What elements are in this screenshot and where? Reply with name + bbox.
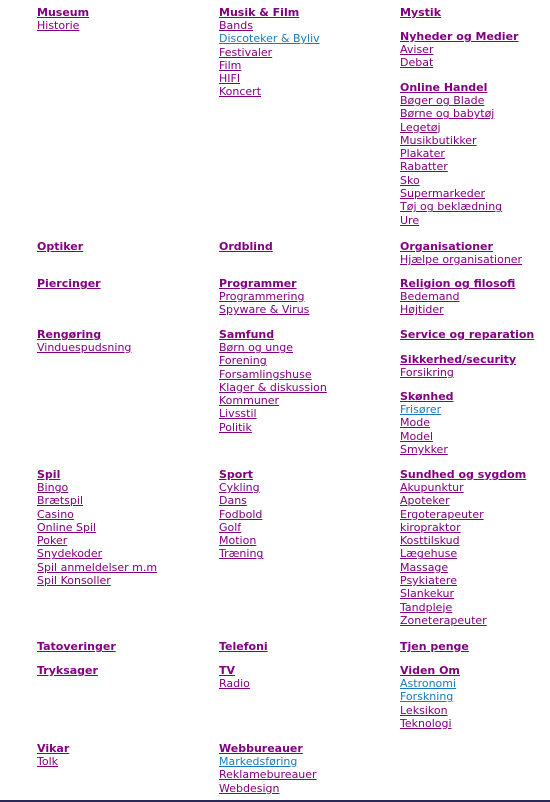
subcategory-link-radio[interactable]: Radio (219, 677, 250, 690)
subcategory-link-spil-konsoller[interactable]: Spil Konsoller (37, 574, 111, 588)
category-link-telefoni[interactable]: Telefoni (219, 640, 268, 653)
category-link-optiker[interactable]: Optiker (37, 240, 84, 253)
subcategory-link-fodbold[interactable]: Fodbold (219, 507, 263, 521)
category-tryksager (37, 664, 98, 677)
subcategory-link-tolk[interactable]: Tolk (37, 755, 59, 768)
category-spil (37, 468, 157, 587)
category-link-programmer[interactable]: Programmer (219, 277, 297, 290)
subcategory-link-historie[interactable]: Historie (37, 19, 80, 32)
category-link-sport[interactable]: Sport (219, 468, 254, 481)
category-webbureauer (219, 742, 317, 795)
category-link-ordblind[interactable]: Ordblind (219, 240, 273, 253)
subcategory-link-kosttilskud[interactable]: Kosttilskud (400, 534, 460, 548)
subcategory-link-spil-anmeldelser-m-m[interactable]: Spil anmeldelser m.m (37, 560, 158, 574)
category-link-museum[interactable]: Museum (37, 6, 90, 19)
subcategory-link-vinduespudsning[interactable]: Vinduespudsning (37, 341, 132, 354)
category-viden-om (400, 664, 460, 730)
subcategory-link-akupunktur[interactable]: Akupunktur (400, 481, 464, 494)
category-link-online-handel[interactable]: Online Handel (400, 81, 488, 94)
subcategory-link-braetspil[interactable]: Brætspil (37, 494, 84, 508)
category-religion-og-filosofi (400, 277, 515, 317)
subcategory-link-forsikring[interactable]: Forsikring (400, 366, 454, 379)
subcategory-link-legetoej[interactable]: Legetøj (400, 120, 441, 134)
subcategory-link-kiropraktor[interactable]: kiropraktor (400, 520, 461, 534)
subcategory-link-musikbutikker[interactable]: Musikbutikker (400, 133, 477, 147)
category-link-piercinger[interactable]: Piercinger (37, 277, 101, 290)
subcategory-link-kommuner[interactable]: Kommuner (219, 394, 280, 408)
category-link-skoenhed[interactable]: Skønhed (400, 390, 454, 403)
category-link-spil[interactable]: Spil (37, 468, 61, 481)
subcategory-link-plakater[interactable]: Plakater (400, 147, 445, 161)
subcategory-link-ergoterapeuter[interactable]: Ergoterapeuter (400, 507, 484, 521)
category-link-sundhed-og-sygdom[interactable]: Sundhed og sygdom (400, 468, 527, 481)
category-link-samfund[interactable]: Samfund (219, 328, 275, 341)
subcategory-link-smykker[interactable]: Smykker (400, 442, 448, 456)
category-tv (219, 664, 250, 690)
subcategory-link-zoneterapeuter[interactable]: Zoneterapeuter (400, 613, 487, 627)
category-vikar (37, 742, 69, 768)
subcategory-link-programmering[interactable]: Programmering (219, 290, 305, 303)
subcategory-link-livsstil[interactable]: Livsstil (219, 407, 257, 421)
subcategory-link-casino[interactable]: Casino (37, 507, 74, 521)
subcategory-link-toej-og-beklaedning[interactable]: Tøj og beklædning (400, 200, 503, 214)
category-link-sikkerhed-security[interactable]: Sikkerhed/security (400, 353, 517, 366)
category-tjen-penge (400, 640, 469, 653)
subcategory-link-sko[interactable]: Sko (400, 173, 420, 187)
subcategory-link-forening[interactable]: Forening (219, 354, 267, 368)
subcategory-link-klager-and-diskussion[interactable]: Klager & diskussion (219, 380, 327, 394)
category-mystik (400, 6, 441, 19)
subcategory-link-forsamlingshuse[interactable]: Forsamlingshuse (219, 367, 312, 381)
subcategory-link-bands[interactable]: Bands (219, 19, 253, 32)
subcategory-link-astronomi[interactable]: Astronomi (400, 677, 457, 690)
subcategory-link-forskning[interactable]: Forskning (400, 690, 454, 704)
subcategory-link-slankekur[interactable]: Slankekur (400, 587, 455, 601)
subcategory-link-film[interactable]: Film (219, 58, 242, 72)
category-programmer (219, 277, 309, 317)
subcategory-link-spyware-and-virus[interactable]: Spyware & Virus (219, 303, 310, 317)
category-sikkerhed-security (400, 353, 516, 379)
subcategory-link-bingo[interactable]: Bingo (37, 481, 69, 494)
subcategory-link-debat[interactable]: Debat (400, 56, 434, 70)
subcategory-link-reklamebureauer[interactable]: Reklamebureauer (219, 768, 317, 782)
category-rengoering (37, 328, 131, 354)
subcategory-link-supermarkeder[interactable]: Supermarkeder (400, 187, 486, 201)
subcategory-link-frisoerer[interactable]: Frisører (400, 403, 442, 416)
category-telefoni (219, 640, 268, 653)
subcategory-link-markedsfoering[interactable]: Markedsføring (219, 755, 298, 768)
category-link-tatoveringer[interactable]: Tatoveringer (37, 640, 116, 653)
subcategory-link-boern-og-unge[interactable]: Børn og unge (219, 341, 293, 354)
category-ordblind (219, 240, 273, 253)
subcategory-link-festivaler[interactable]: Festivaler (219, 45, 273, 59)
subcategory-link-leksikon[interactable]: Leksikon (400, 703, 448, 717)
subcategory-link-rabatter[interactable]: Rabatter (400, 160, 448, 174)
subcategory-link-dans[interactable]: Dans (219, 494, 247, 508)
subcategory-link-apoteker[interactable]: Apoteker (400, 494, 450, 508)
subcategory-link-model[interactable]: Model (400, 429, 434, 443)
subcategory-link-aviser[interactable]: Aviser (400, 43, 434, 56)
category-link-organisationer[interactable]: Organisationer (400, 240, 493, 253)
category-link-mystik[interactable]: Mystik (400, 6, 442, 19)
category-link-tv[interactable]: TV (219, 664, 236, 677)
category-optiker (37, 240, 83, 253)
category-skoenhed (400, 390, 454, 456)
subcategory-link-hoejtider[interactable]: Højtider (400, 303, 444, 317)
category-link-tryksager[interactable]: Tryksager (37, 664, 98, 677)
category-samfund (219, 328, 327, 434)
subcategory-link-politik[interactable]: Politik (219, 420, 252, 434)
subcategory-link-cykling[interactable]: Cykling (219, 481, 260, 494)
subcategory-link-ure[interactable]: Ure (400, 213, 420, 227)
subcategory-link-tandpleje[interactable]: Tandpleje (400, 600, 453, 614)
subcategory-link-teknologi[interactable]: Teknologi (400, 716, 452, 730)
subcategory-link-motion[interactable]: Motion (219, 534, 257, 548)
category-link-musik-and-film[interactable]: Musik & Film (219, 6, 300, 19)
category-online-handel (400, 81, 502, 227)
category-musik-and-film (219, 6, 320, 99)
category-link-religion-og-filosofi[interactable]: Religion og filosofi (400, 277, 516, 290)
category-link-webbureauer[interactable]: Webbureauer (219, 742, 303, 755)
category-museum (37, 6, 89, 32)
subcategory-link-golf[interactable]: Golf (219, 520, 242, 534)
category-link-service-og-reparation[interactable]: Service og reparation (400, 328, 535, 341)
subcategory-link-boerne-og-babytoej[interactable]: Børne og babytøj (400, 107, 495, 121)
category-link-viden-om[interactable]: Viden Om (400, 664, 460, 677)
subcategory-link-hifi[interactable]: HIFI (219, 72, 241, 86)
subcategory-link-traening[interactable]: Træning (219, 547, 264, 561)
subcategory-link-snydekoder[interactable]: Snydekoder (37, 547, 103, 561)
category-piercinger (37, 277, 101, 290)
category-sport (219, 468, 263, 561)
subcategory-link-hjaelpe-organisationer[interactable]: Hjælpe organisationer (400, 253, 523, 266)
category-organisationer (400, 240, 522, 266)
subcategory-link-mode[interactable]: Mode (400, 416, 430, 430)
category-nyheder-og-medier (400, 30, 518, 70)
subcategory-link-boeger-og-blade[interactable]: Bøger og Blade (400, 94, 485, 107)
subcategory-link-laegehuse[interactable]: Lægehuse (400, 547, 458, 561)
category-service-og-reparation (400, 328, 534, 341)
subcategory-link-webdesign[interactable]: Webdesign (219, 781, 280, 795)
category-tatoveringer (37, 640, 116, 653)
category-link-tjen-penge[interactable]: Tjen penge (400, 640, 469, 653)
subcategory-link-psykiatere[interactable]: Psykiatere (400, 574, 457, 588)
subcategory-link-massage[interactable]: Massage (400, 560, 449, 574)
subcategory-link-koncert[interactable]: Koncert (219, 85, 262, 99)
subcategory-link-poker[interactable]: Poker (37, 534, 68, 548)
subcategory-link-online-spil[interactable]: Online Spil (37, 520, 97, 534)
subcategory-link-bedemand[interactable]: Bedemand (400, 290, 460, 303)
category-sundhed-og-sygdom (400, 468, 526, 627)
category-link-vikar[interactable]: Vikar (37, 742, 70, 755)
subcategory-link-discoteker-and-byliv[interactable]: Discoteker & Byliv (219, 32, 320, 46)
category-link-nyheder-og-medier[interactable]: Nyheder og Medier (400, 30, 519, 43)
category-link-rengoering[interactable]: Rengøring (37, 328, 102, 341)
